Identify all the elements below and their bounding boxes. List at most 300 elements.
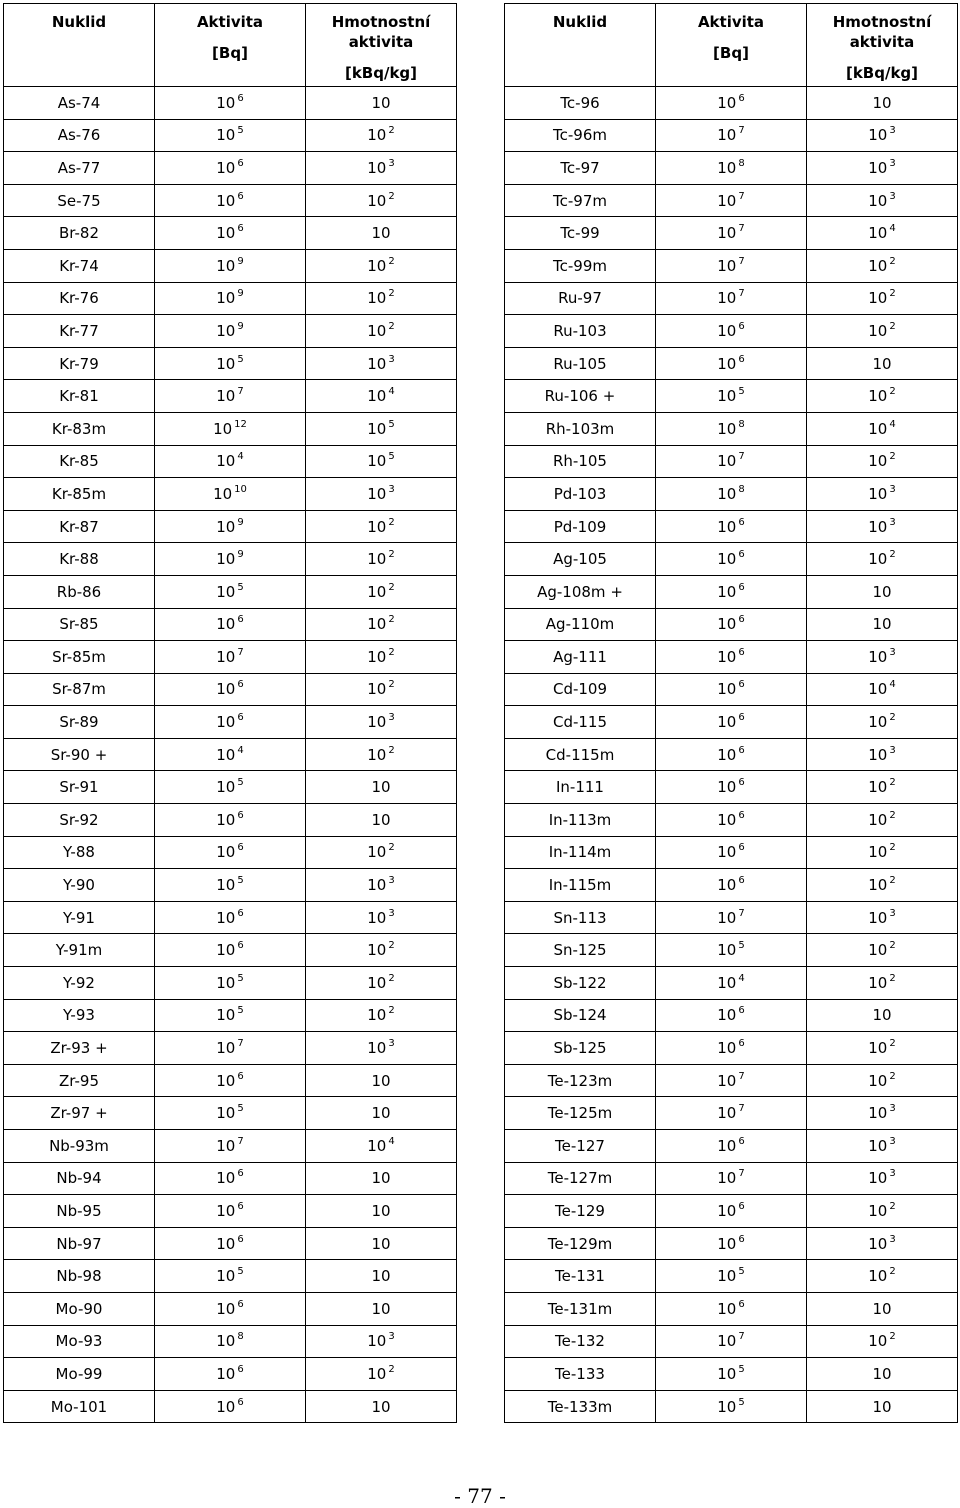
hmotnostni-exponent: 2 — [889, 1038, 896, 1050]
aktivita-exponent: 6 — [738, 1135, 745, 1147]
table-row — [4, 282, 457, 315]
table-row — [505, 575, 958, 608]
hmotnostni-exponent: 2 — [889, 940, 896, 952]
hmotnostni-base: 10 — [367, 615, 387, 634]
aktivita-base: 10 — [216, 908, 236, 927]
table-row — [4, 249, 457, 282]
aktivita-base: 10 — [717, 550, 737, 569]
nuklid-cell: Tc-99m — [505, 249, 656, 282]
nuklid-cell: Ag-111 — [505, 641, 656, 674]
hmotnostni-aktivita-cell — [807, 1097, 958, 1130]
hmotnostni-base: 10 — [367, 1039, 387, 1058]
aktivita-base: 10 — [216, 745, 236, 764]
hmotnostni-exponent: 2 — [388, 972, 395, 984]
hmotnostni-base: 10 — [868, 387, 888, 406]
aktivita-cell — [155, 412, 306, 445]
aktivita-cell — [656, 1260, 807, 1293]
aktivita-base: 10 — [717, 158, 737, 177]
aktivita-cell — [155, 934, 306, 967]
hmotnostni-aktivita-cell — [807, 641, 958, 674]
aktivita-cell — [656, 575, 807, 608]
aktivita-cell — [155, 543, 306, 576]
aktivita-base: 10 — [216, 1397, 236, 1416]
table-row — [505, 1064, 958, 1097]
aktivita-cell — [656, 445, 807, 478]
hmotnostni-aktivita-cell — [306, 869, 457, 902]
table-header-row — [4, 4, 457, 87]
aktivita-base: 10 — [717, 191, 737, 210]
aktivita-base: 10 — [216, 1006, 236, 1025]
hmotnostni-base: 10 — [868, 973, 888, 992]
aktivita-base: 10 — [717, 387, 737, 406]
aktivita-cell — [656, 87, 807, 120]
table-row — [4, 445, 457, 478]
hmotnostni-exponent: 2 — [388, 581, 395, 593]
aktivita-base: 10 — [216, 876, 236, 895]
nuklid-cell: Sr-85 — [4, 608, 155, 641]
hmotnostni-base: 10 — [371, 1071, 391, 1090]
aktivita-base: 10 — [213, 484, 233, 503]
nuklid-cell: Ru-103 — [505, 315, 656, 348]
nuklid-cell: Kr-76 — [4, 282, 155, 315]
nuklid-cell: Kr-85m — [4, 478, 155, 511]
aktivita-exponent: 7 — [738, 1168, 745, 1180]
nuklid-cell: Ru-105 — [505, 347, 656, 380]
nuklid-cell: Te-131m — [505, 1292, 656, 1325]
hmotnostni-exponent: 2 — [388, 549, 395, 561]
nuklid-cell: In-115m — [505, 869, 656, 902]
aktivita-cell — [155, 869, 306, 902]
hmotnostni-base: 10 — [367, 550, 387, 569]
aktivita-cell — [656, 217, 807, 250]
aktivita-base: 10 — [717, 1169, 737, 1188]
hmotnostni-base: 10 — [868, 843, 888, 862]
hmotnostni-base: 10 — [371, 1299, 391, 1318]
aktivita-exponent: 7 — [738, 288, 745, 300]
hmotnostni-base: 10 — [872, 1299, 892, 1318]
aktivita-base: 10 — [213, 419, 233, 438]
aktivita-exponent: 6 — [738, 646, 745, 658]
hmotnostni-exponent: 3 — [388, 157, 395, 169]
nuklid-cell: Tc-97m — [505, 184, 656, 217]
hmotnostni-base: 10 — [367, 973, 387, 992]
hmotnostni-exponent: 4 — [889, 418, 896, 430]
hmotnostni-aktivita-cell — [306, 967, 457, 1000]
aktivita-base: 10 — [216, 1267, 236, 1286]
hmotnostni-exponent: 2 — [889, 1200, 896, 1212]
hmotnostni-base: 10 — [868, 876, 888, 895]
hmotnostni-base: 10 — [367, 452, 387, 471]
hmotnostni-base: 10 — [872, 615, 892, 634]
hmotnostni-base: 10 — [371, 1169, 391, 1188]
aktivita-base: 10 — [717, 256, 737, 275]
table-row — [505, 347, 958, 380]
hmotnostni-exponent: 2 — [388, 646, 395, 658]
aktivita-cell — [155, 1064, 306, 1097]
aktivita-cell — [155, 282, 306, 315]
table-row — [4, 575, 457, 608]
table-body-left — [4, 87, 457, 1423]
hmotnostni-aktivita-cell — [306, 282, 457, 315]
hmotnostni-aktivita-cell — [807, 1162, 958, 1195]
hmotnostni-exponent: 2 — [388, 125, 395, 137]
hmotnostni-aktivita-cell — [306, 412, 457, 445]
aktivita-exponent: 6 — [738, 842, 745, 854]
aktivita-base: 10 — [717, 1299, 737, 1318]
aktivita-cell — [155, 347, 306, 380]
nuklid-cell: Sr-85m — [4, 641, 155, 674]
aktivita-base: 10 — [717, 615, 737, 634]
table-row — [4, 1227, 457, 1260]
aktivita-cell — [155, 836, 306, 869]
aktivita-cell — [656, 347, 807, 380]
table-row — [4, 412, 457, 445]
nuklid-cell: Kr-85 — [4, 445, 155, 478]
aktivita-cell — [656, 869, 807, 902]
aktivita-exponent: 7 — [738, 223, 745, 235]
aktivita-base: 10 — [216, 1136, 236, 1155]
hmotnostni-aktivita-cell — [306, 836, 457, 869]
aktivita-cell — [155, 673, 306, 706]
hmotnostni-aktivita-cell — [306, 1130, 457, 1163]
nuklid-cell: Tc-97 — [505, 152, 656, 185]
header-hmotnostni-aktivita: Hmotnostní aktivita [kBq/kg] — [306, 4, 457, 87]
nuklid-cell: Mo-90 — [4, 1292, 155, 1325]
hmotnostni-base: 10 — [868, 1169, 888, 1188]
table-row — [505, 1195, 958, 1228]
hmotnostni-base: 10 — [371, 1104, 391, 1123]
table-row — [4, 608, 457, 641]
aktivita-base: 10 — [717, 843, 737, 862]
table-row — [4, 901, 457, 934]
hmotnostni-aktivita-cell — [306, 119, 457, 152]
table-row — [505, 1358, 958, 1391]
hmotnostni-exponent: 3 — [889, 516, 896, 528]
table-header-row — [505, 4, 958, 87]
aktivita-exponent: 6 — [738, 712, 745, 724]
hmotnostni-aktivita-cell — [306, 249, 457, 282]
hmotnostni-exponent: 3 — [889, 1103, 896, 1115]
table-body-right — [505, 87, 958, 1423]
aktivita-base: 10 — [717, 810, 737, 829]
hmotnostni-exponent: 3 — [889, 483, 896, 495]
table-row — [505, 152, 958, 185]
table-row — [4, 510, 457, 543]
aktivita-exponent: 6 — [738, 320, 745, 332]
nuklid-cell: Sr-89 — [4, 706, 155, 739]
aktivita-exponent: 5 — [237, 972, 244, 984]
hmotnostni-base: 10 — [367, 256, 387, 275]
hmotnostni-aktivita-cell — [807, 445, 958, 478]
aktivita-base: 10 — [216, 126, 236, 145]
table-row — [4, 999, 457, 1032]
aktivita-base: 10 — [216, 452, 236, 471]
hmotnostni-base: 10 — [868, 647, 888, 666]
hmotnostni-aktivita-cell — [807, 771, 958, 804]
hmotnostni-base: 10 — [367, 289, 387, 308]
aktivita-cell — [656, 1358, 807, 1391]
aktivita-cell — [155, 315, 306, 348]
nuklid-cell: Te-125m — [505, 1097, 656, 1130]
aktivita-exponent: 6 — [237, 907, 244, 919]
aktivita-cell — [155, 1358, 306, 1391]
aktivita-cell — [155, 87, 306, 120]
table-row — [505, 412, 958, 445]
aktivita-base: 10 — [216, 387, 236, 406]
nuklid-cell: In-113m — [505, 804, 656, 837]
hmotnostni-base: 10 — [367, 517, 387, 536]
aktivita-base: 10 — [216, 1201, 236, 1220]
aktivita-cell — [656, 412, 807, 445]
aktivita-base: 10 — [717, 876, 737, 895]
aktivita-exponent: 4 — [237, 744, 244, 756]
aktivita-base: 10 — [216, 256, 236, 275]
table-row — [505, 1292, 958, 1325]
aktivita-cell — [656, 706, 807, 739]
hmotnostni-base: 10 — [868, 1234, 888, 1253]
hmotnostni-exponent: 2 — [388, 1005, 395, 1017]
table-row — [4, 1032, 457, 1065]
hmotnostni-base: 10 — [367, 191, 387, 210]
aktivita-cell — [155, 804, 306, 837]
hmotnostni-aktivita-cell — [807, 1064, 958, 1097]
nuklid-cell: Zr-95 — [4, 1064, 155, 1097]
table-row — [505, 1162, 958, 1195]
aktivita-cell — [155, 771, 306, 804]
hmotnostni-base: 10 — [367, 1364, 387, 1383]
aktivita-cell — [155, 119, 306, 152]
aktivita-base: 10 — [717, 1267, 737, 1286]
aktivita-exponent: 9 — [237, 255, 244, 267]
hmotnostni-exponent: 2 — [388, 320, 395, 332]
hmotnostni-exponent: 3 — [889, 1168, 896, 1180]
aktivita-exponent: 9 — [237, 288, 244, 300]
aktivita-cell — [656, 1390, 807, 1423]
hmotnostni-aktivita-cell — [306, 87, 457, 120]
table-row — [505, 901, 958, 934]
hmotnostni-aktivita-cell — [306, 641, 457, 674]
aktivita-base: 10 — [717, 647, 737, 666]
hmotnostni-aktivita-cell — [807, 804, 958, 837]
hmotnostni-aktivita-cell — [306, 999, 457, 1032]
hmotnostni-aktivita-cell — [807, 315, 958, 348]
hmotnostni-base: 10 — [868, 1201, 888, 1220]
nuklid-cell: Y-91m — [4, 934, 155, 967]
hmotnostni-base: 10 — [868, 680, 888, 699]
hmotnostni-exponent: 2 — [388, 516, 395, 528]
aktivita-base: 10 — [216, 550, 236, 569]
nuklid-cell: Mo-93 — [4, 1325, 155, 1358]
hmotnostni-aktivita-cell — [807, 1032, 958, 1065]
hmotnostni-exponent: 3 — [889, 1135, 896, 1147]
aktivita-base: 10 — [717, 1006, 737, 1025]
aktivita-cell — [656, 1227, 807, 1260]
aktivita-base: 10 — [717, 289, 737, 308]
hmotnostni-aktivita-cell — [306, 380, 457, 413]
hmotnostni-aktivita-cell — [807, 412, 958, 445]
aktivita-base: 10 — [717, 1104, 737, 1123]
aktivita-base: 10 — [216, 1104, 236, 1123]
hmotnostni-exponent: 3 — [388, 712, 395, 724]
aktivita-exponent: 6 — [237, 157, 244, 169]
hmotnostni-aktivita-cell — [807, 119, 958, 152]
aktivita-exponent: 6 — [237, 1396, 244, 1408]
hmotnostni-aktivita-cell — [306, 543, 457, 576]
nuclide-table-right — [504, 3, 958, 1423]
hmotnostni-base: 10 — [868, 908, 888, 927]
table-row — [505, 1032, 958, 1065]
aktivita-cell — [656, 1032, 807, 1065]
aktivita-base: 10 — [717, 1071, 737, 1090]
table-row — [505, 478, 958, 511]
table-row — [505, 706, 958, 739]
hmotnostni-aktivita-cell — [306, 315, 457, 348]
nuklid-cell: Mo-101 — [4, 1390, 155, 1423]
aktivita-cell — [656, 641, 807, 674]
hmotnostni-aktivita-cell — [306, 575, 457, 608]
table-row — [4, 87, 457, 120]
aktivita-exponent: 5 — [237, 353, 244, 365]
hmotnostni-base: 10 — [868, 713, 888, 732]
hmotnostni-base: 10 — [371, 1267, 391, 1286]
header-aktivita: Aktivita [Bq] — [155, 4, 306, 87]
table-row — [4, 934, 457, 967]
aktivita-base: 10 — [216, 973, 236, 992]
hmotnostni-exponent: 3 — [388, 907, 395, 919]
aktivita-exponent: 6 — [237, 1363, 244, 1375]
aktivita-base: 10 — [717, 680, 737, 699]
aktivita-exponent: 6 — [237, 679, 244, 691]
table-row — [4, 1195, 457, 1228]
hmotnostni-aktivita-cell — [807, 347, 958, 380]
hmotnostni-exponent: 3 — [388, 1331, 395, 1343]
table-row — [505, 1390, 958, 1423]
hmotnostni-base: 10 — [868, 745, 888, 764]
nuklid-cell: Nb-97 — [4, 1227, 155, 1260]
hmotnostni-exponent: 2 — [889, 777, 896, 789]
aktivita-cell — [656, 804, 807, 837]
hmotnostni-aktivita-cell — [807, 1260, 958, 1293]
aktivita-exponent: 6 — [237, 92, 244, 104]
aktivita-cell — [656, 738, 807, 771]
aktivita-base: 10 — [216, 517, 236, 536]
aktivita-exponent: 6 — [738, 1298, 745, 1310]
hmotnostni-exponent: 2 — [388, 614, 395, 626]
nuklid-cell: Y-90 — [4, 869, 155, 902]
hmotnostni-aktivita-cell — [306, 510, 457, 543]
table-row — [4, 1260, 457, 1293]
hmotnostni-aktivita-cell — [306, 738, 457, 771]
hmotnostni-aktivita-cell — [807, 1390, 958, 1423]
hmotnostni-base: 10 — [868, 550, 888, 569]
aktivita-base: 10 — [717, 713, 737, 732]
hmotnostni-base: 10 — [367, 941, 387, 960]
hmotnostni-base: 10 — [367, 484, 387, 503]
nuklid-cell: Y-93 — [4, 999, 155, 1032]
aktivita-exponent: 6 — [237, 1168, 244, 1180]
aktivita-exponent: 6 — [237, 712, 244, 724]
hmotnostni-exponent: 2 — [889, 972, 896, 984]
hmotnostni-exponent: 4 — [388, 386, 395, 398]
table-row — [505, 1260, 958, 1293]
hmotnostni-base: 10 — [868, 1039, 888, 1058]
nuklid-cell: As-74 — [4, 87, 155, 120]
hmotnostni-exponent: 2 — [889, 1266, 896, 1278]
table-row — [4, 1325, 457, 1358]
hmotnostni-base: 10 — [367, 713, 387, 732]
hmotnostni-aktivita-cell — [306, 1032, 457, 1065]
aktivita-base: 10 — [717, 745, 737, 764]
hmotnostni-base: 10 — [371, 1201, 391, 1220]
hmotnostni-exponent: 2 — [388, 679, 395, 691]
table-row — [4, 836, 457, 869]
aktivita-exponent: 6 — [237, 842, 244, 854]
table-row — [4, 738, 457, 771]
table-row — [505, 967, 958, 1000]
hmotnostni-aktivita-cell — [306, 478, 457, 511]
table-row — [4, 869, 457, 902]
table-row — [4, 673, 457, 706]
nuklid-cell: Sn-125 — [505, 934, 656, 967]
table-row — [4, 967, 457, 1000]
aktivita-exponent: 6 — [738, 1038, 745, 1050]
aktivita-base: 10 — [216, 941, 236, 960]
aktivita-base: 10 — [717, 582, 737, 601]
hmotnostni-exponent: 5 — [388, 418, 395, 430]
aktivita-exponent: 6 — [738, 744, 745, 756]
nuklid-cell: In-114m — [505, 836, 656, 869]
hmotnostni-exponent: 2 — [889, 809, 896, 821]
aktivita-cell — [155, 1130, 306, 1163]
hmotnostni-aktivita-cell — [807, 1227, 958, 1260]
table-row — [4, 1358, 457, 1391]
table-row — [505, 804, 958, 837]
hmotnostni-base: 10 — [868, 126, 888, 145]
aktivita-base: 10 — [216, 321, 236, 340]
aktivita-cell — [656, 1195, 807, 1228]
hmotnostni-aktivita-cell — [807, 1325, 958, 1358]
hmotnostni-aktivita-cell — [807, 217, 958, 250]
hmotnostni-aktivita-cell — [306, 1292, 457, 1325]
nuklid-cell: Tc-96m — [505, 119, 656, 152]
aktivita-cell — [656, 934, 807, 967]
nuklid-cell: Cd-115 — [505, 706, 656, 739]
hmotnostni-base: 10 — [367, 582, 387, 601]
aktivita-cell — [155, 217, 306, 250]
aktivita-cell — [155, 999, 306, 1032]
aktivita-base: 10 — [717, 1039, 737, 1058]
aktivita-cell — [656, 119, 807, 152]
aktivita-base: 10 — [717, 1364, 737, 1383]
hmotnostni-aktivita-cell — [807, 869, 958, 902]
hmotnostni-aktivita-cell — [306, 217, 457, 250]
aktivita-base: 10 — [216, 1299, 236, 1318]
table-row — [505, 217, 958, 250]
nuklid-cell: Te-133m — [505, 1390, 656, 1423]
hmotnostni-aktivita-cell — [306, 608, 457, 641]
nuklid-cell: Y-92 — [4, 967, 155, 1000]
aktivita-exponent: 8 — [738, 157, 745, 169]
table-row — [4, 641, 457, 674]
nuklid-cell: Ag-105 — [505, 543, 656, 576]
aktivita-exponent: 5 — [237, 777, 244, 789]
hmotnostni-exponent: 2 — [388, 842, 395, 854]
hmotnostni-base: 10 — [868, 1267, 888, 1286]
aktivita-exponent: 4 — [237, 451, 244, 463]
hmotnostni-aktivita-cell — [306, 804, 457, 837]
aktivita-exponent: 5 — [738, 386, 745, 398]
hmotnostni-exponent: 2 — [388, 190, 395, 202]
